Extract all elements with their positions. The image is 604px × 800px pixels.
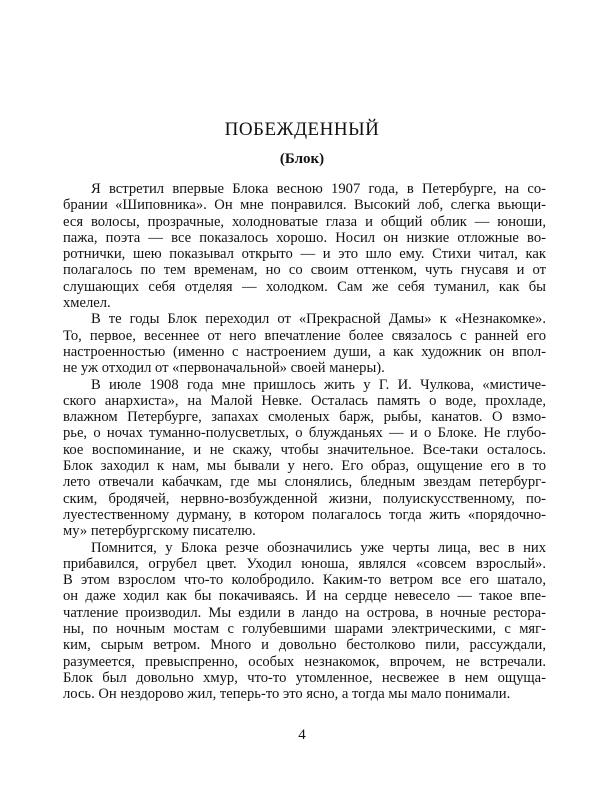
text-line: ким, сырым ветром. Много и довольно бестолково пили, рассуждали,: [63, 637, 546, 654]
text-line: хмелел.: [63, 295, 111, 312]
text-line: В июле 1908 года мне пришлось жить у Г. И. Чулкова, «мистиче-: [91, 376, 546, 393]
text-line: влажном Петербурге, запахах смоленых барж, рыбы, канатов. О взмо-: [63, 409, 546, 426]
text-line: разумеется, превыспренно, особых незнакомок, впрочем, не встречали.: [63, 653, 546, 670]
text-line: слушающих себя отделяя — холодком. Сам же себя туманил, как бы: [63, 278, 546, 295]
text-line: Я встретил впервые Блока весною 1907 года, в Петербурге, на со-: [91, 181, 546, 197]
text-line: полагалось по тем временам, но со своим оттенком, чуть гнусавя и от: [63, 262, 546, 279]
text-line: лето отвечали кабачкам, где мы слонялись, бледным звездам петербург-: [63, 474, 546, 491]
text-line: Помнится, у Блока резче обозначились уже черты лица, вес в них: [91, 539, 546, 556]
text-line: ны, по ночным мостам с голубевшими шарами электрическими, с мяг-: [63, 621, 546, 638]
chapter-subtitle: (Блок): [279, 151, 325, 167]
text-line: Блок заходил к нам, мы бывали у него. Его образ, ощущение его в то: [63, 458, 546, 475]
text-line: рье, о ночах туманно-полусветлых, о блужданьях — и о Блоке. Не глубо-: [63, 425, 546, 442]
text-line: луестественному дурману, в котором полагалось тогда жить «порядочно-: [63, 506, 546, 523]
text-line: му» петербургскому писателю.: [63, 523, 256, 540]
paragraph: [63, 377, 546, 540]
text-line: В этом взрослом что-то колобродило. Каким-то ветром все его шатало,: [63, 572, 546, 589]
text-line: он даже ходил как бы покачиваясь. И на сердце невесело — такое впе-: [63, 588, 546, 605]
text-line: В те годы Блок переходил от «Прекрасной Дамы» к «Незнакомке».: [91, 311, 546, 328]
text-line: прибавился, огрубел цвет. Уходил юноша, являлся «совсем взрослый».: [63, 555, 546, 572]
paragraph: [63, 181, 546, 311]
text-line: не уж отходил от «первоначальной» своей манеры).: [63, 360, 385, 377]
paragraph: [63, 540, 546, 703]
text-line: Блок был довольно хмур, что-то утомленное, несвежее в нем ощуща-: [63, 669, 546, 686]
text-line: ским, бродячей, нервно-возбужденной жизни, полуискусственному, по-: [63, 490, 546, 507]
text-line: ского анархиста», на Малой Невке. Осталась память о воде, прохладе,: [63, 392, 546, 409]
text-line: кое воспоминание, и не скажу, чтобы значительное. Все-таки осталось.: [63, 441, 546, 458]
text-line: лось. Он нездорово жил, теперь-то это ясно, а тогда мы мало понимали.: [63, 686, 511, 703]
body-text: [63, 181, 546, 703]
text-line: То, первое, весеннее от него впечатление более связалось с ранней его: [63, 327, 546, 344]
text-line: брании «Шиповника». Он мне понравился. Высокий лоб, слегка вьющи-: [63, 197, 546, 214]
chapter-title: ПОБЕЖДЕННЫЙ: [224, 119, 380, 140]
paragraph: [63, 311, 546, 376]
text-line: ротнички, шею показывал открыто — и это шло ему. Стихи читал, как: [63, 246, 546, 263]
text-line: чатление производил. Мы ездили в ландо на острова, в ночные рестора-: [63, 604, 546, 621]
text-line: еся волосы, прозрачные, холодноватые глаза и общий облик — юноши,: [63, 213, 546, 230]
text-line: настроенностью (именно с настроением души, а как художник он впол-: [63, 343, 546, 360]
page-number: 4: [298, 727, 306, 743]
text-line: пажа, поэта — все показалось хорошо. Носил он низкие отложные во-: [63, 229, 546, 246]
